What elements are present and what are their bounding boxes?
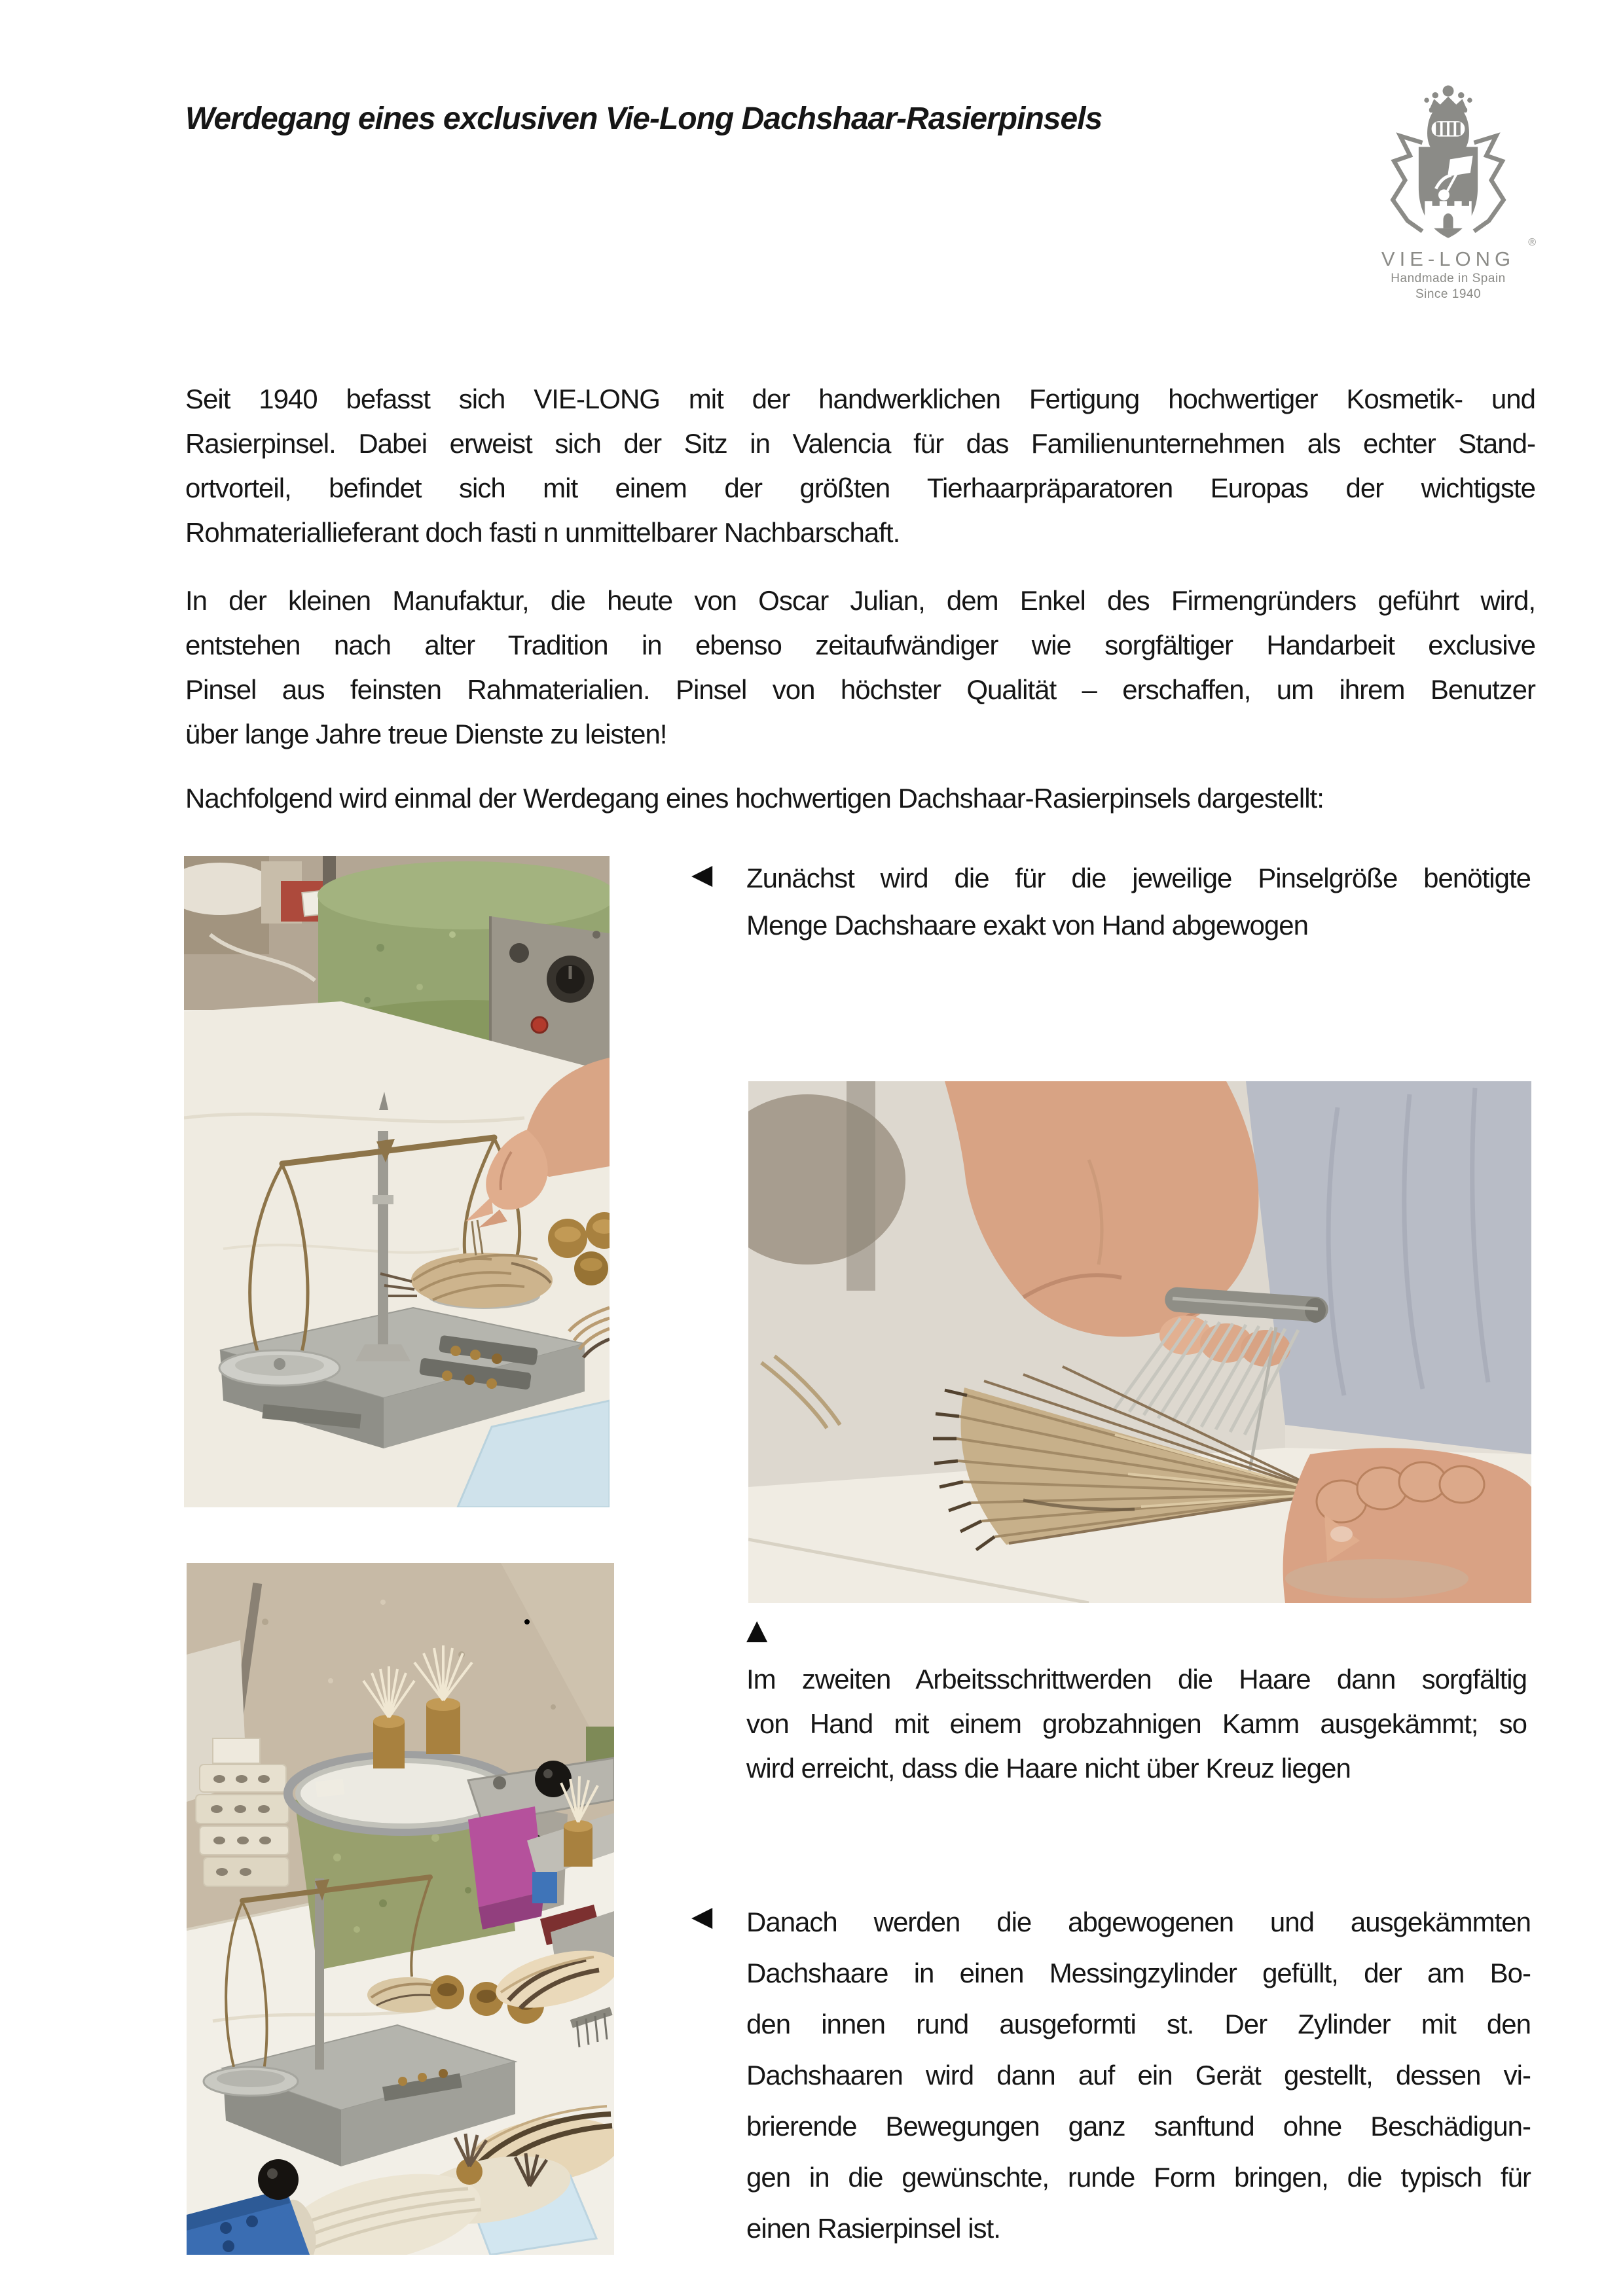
paragraph-line: Rohmateriallieferant doch fasti n unmittelbarer Nachbarschaft. — [185, 517, 900, 548]
step2-up-arrow-marker: ▲ — [746, 1613, 768, 1645]
paragraph-line: In der kleinen Manufaktur, die heute von Oscar Julian, dem Enkel des Firmengründers geführt wird, — [185, 585, 1535, 616]
photo-combing-hair — [748, 1081, 1531, 1603]
paragraph-line: entstehen nach alter Tradition in ebenso zeitaufwändiger wie sorgfältiger Handarbeit exclusive — [185, 630, 1535, 660]
step-line: von Hand mit einem grobzahnigen Kamm ausgekämmt; so — [746, 1708, 1527, 1739]
step-line: brierende Bewegungen ganz sanftund ohne Beschädigun- — [746, 2111, 1531, 2142]
step-line: Zunächst wird die für die jeweilige Pinselgröße benötigte — [746, 863, 1531, 893]
step-line: wird erreicht, dass die Haare nicht über Kreuz liegen — [746, 1753, 1351, 1784]
logo-brand — [1362, 237, 1536, 271]
step3-text — [746, 1897, 1531, 2254]
step-line: Dachshaaren wird dann auf ein Gerät gestellt, dessen vi- — [746, 2060, 1531, 2090]
vie-long-logo — [1362, 81, 1535, 302]
step-line: Im zweiten Arbeitsschrittwerden die Haare dann sorgfältig — [746, 1664, 1527, 1695]
photo-weighing-scale — [184, 856, 610, 1507]
lead-line: Nachfolgend wird einmal der Werdegang eines hochwertigen Dachshaar-Rasierpinsels dargestellt: — [185, 783, 1324, 814]
step1-text — [746, 855, 1531, 949]
vie-long-crest-icon — [1387, 81, 1510, 245]
paragraph-line: Seit 1940 befasst sich VIE-LONG mit der handwerklichen Fertigung hochwertiger Kosmetik- und — [185, 384, 1535, 414]
paragraph-line: über lange Jahre treue Dienste zu leisten! — [185, 719, 667, 749]
intro-paragraph-1 — [185, 377, 1535, 555]
logo-tagline-2: Since 1940 — [1415, 287, 1482, 301]
step-line: einen Rasierpinsel ist. — [746, 2213, 1000, 2244]
registered-mark: ® — [1528, 237, 1536, 248]
paragraph-line: Rasierpinsel. Dabei erweist sich der Sitz in Valencia für das Familienunternehmen als echter Stand- — [185, 428, 1535, 459]
paragraph-line: Pinsel aus feinsten Rahmaterialien. Pinsel von höchster Qualität – erschaffen, um ihrem Benutzer — [185, 674, 1535, 705]
step-line: gen in die gewünschte, runde Form bringen, die typisch für — [746, 2162, 1531, 2193]
step-line: Dachshaare in einen Messingzylinder gefüllt, der am Bo- — [746, 1958, 1531, 1988]
photo2-lower-fist — [1283, 1448, 1531, 1603]
step3-left-arrow-marker: ◀ — [691, 1900, 713, 1932]
page-title: Werdegang eines exclusiven Vie-Long Dachshaar-Rasierpinsels — [185, 101, 1103, 136]
photo-workshop-table — [187, 1563, 614, 2255]
paragraph-line: ortvorteil, befindet sich mit einem der größten Tierhaarpräparatoren Europas der wichtigste — [185, 473, 1535, 503]
logo-brand-text: VIE-LONG — [1381, 247, 1516, 270]
logo-tagline-1: Handmade in Spain — [1391, 272, 1506, 285]
step2-text — [746, 1657, 1527, 1791]
intro-paragraph-2 — [185, 579, 1535, 757]
step-line: Menge Dachshaare exakt von Hand abgewogen — [746, 910, 1308, 941]
step-line: den innen rund ausgeformti st. Der Zylinder mit den — [746, 2009, 1531, 2039]
step1-left-arrow-marker: ◀ — [691, 858, 713, 890]
step-line: Danach werden die abgewogenen und ausgekämmten — [746, 1907, 1531, 1937]
